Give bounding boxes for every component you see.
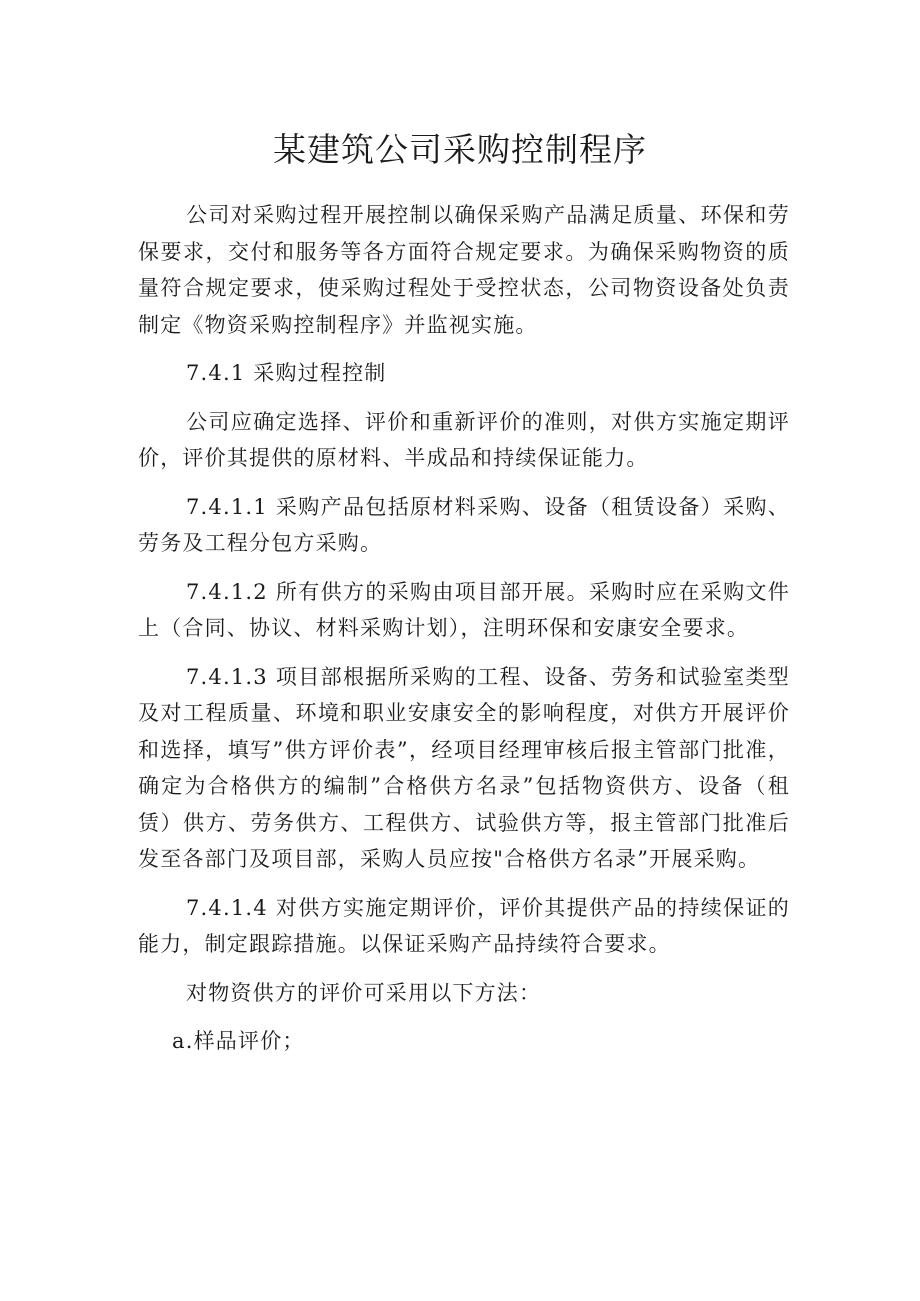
clause-7-4-1-2: 7.4.1.2 所有供方的采购由项目部开展。采购时应在采购文件上（合同、协议、材料采购计划），注明环保和安康安全要求。 [138,579,790,640]
paragraph-intro: 公司对采购过程开展控制以确保采购产品满足质量、环保和劳保要求，交付和服务等各方面符合规定要求。为确保采购物资的质量符合规定要求，使采购过程处于受控状态，公司物资设备处负责制定《物资采购控制程序》并监视实施。 [138,203,790,337]
section-heading-7-4-1: 7.4.1 采购过程控制 [186,361,387,385]
paragraph-evaluation-methods: 对物资供方的评价可采用以下方法： [186,980,542,1005]
paragraph-criteria: 公司应确定选择、评价和重新评价的准则，对供方实施定期评价，评价其提供的原材料、半成品和持续保证能力。 [138,409,790,470]
clause-7-4-1-3: 7.4.1.3 项目部根据所采购的工程、设备、劳务和试验室类型及对工程质量、环境和职业安康安全的影响程度，对供方开展评价和选择，填写”供方评价表”，经项目经理审核后报主管部门批准，确定为合格供方的编制”合格供方名录”包括物资供方、设备（租赁）供方、劳务供方、工程供方、试验供方等，报主管部门批准后发至各部门及项目部，采购人员应按"合格供方名录”开展采购。 [138,664,790,871]
list-item-a: a.样品评价； [172,1029,305,1053]
document-body [138,197,790,1072]
clause-7-4-1-4: 7.4.1.4 对供方实施定期评价，评价其提供产品的持续保证的能力，制定跟踪措施。以保证采购产品持续符合要求。 [138,895,790,956]
document-title: 某建筑公司采购控制程序 [273,130,647,169]
clause-7-4-1-1: 7.4.1.1 采购产品包括原材料采购、设备（租赁设备）采购、劳务及工程分包方采购。 [138,494,790,555]
